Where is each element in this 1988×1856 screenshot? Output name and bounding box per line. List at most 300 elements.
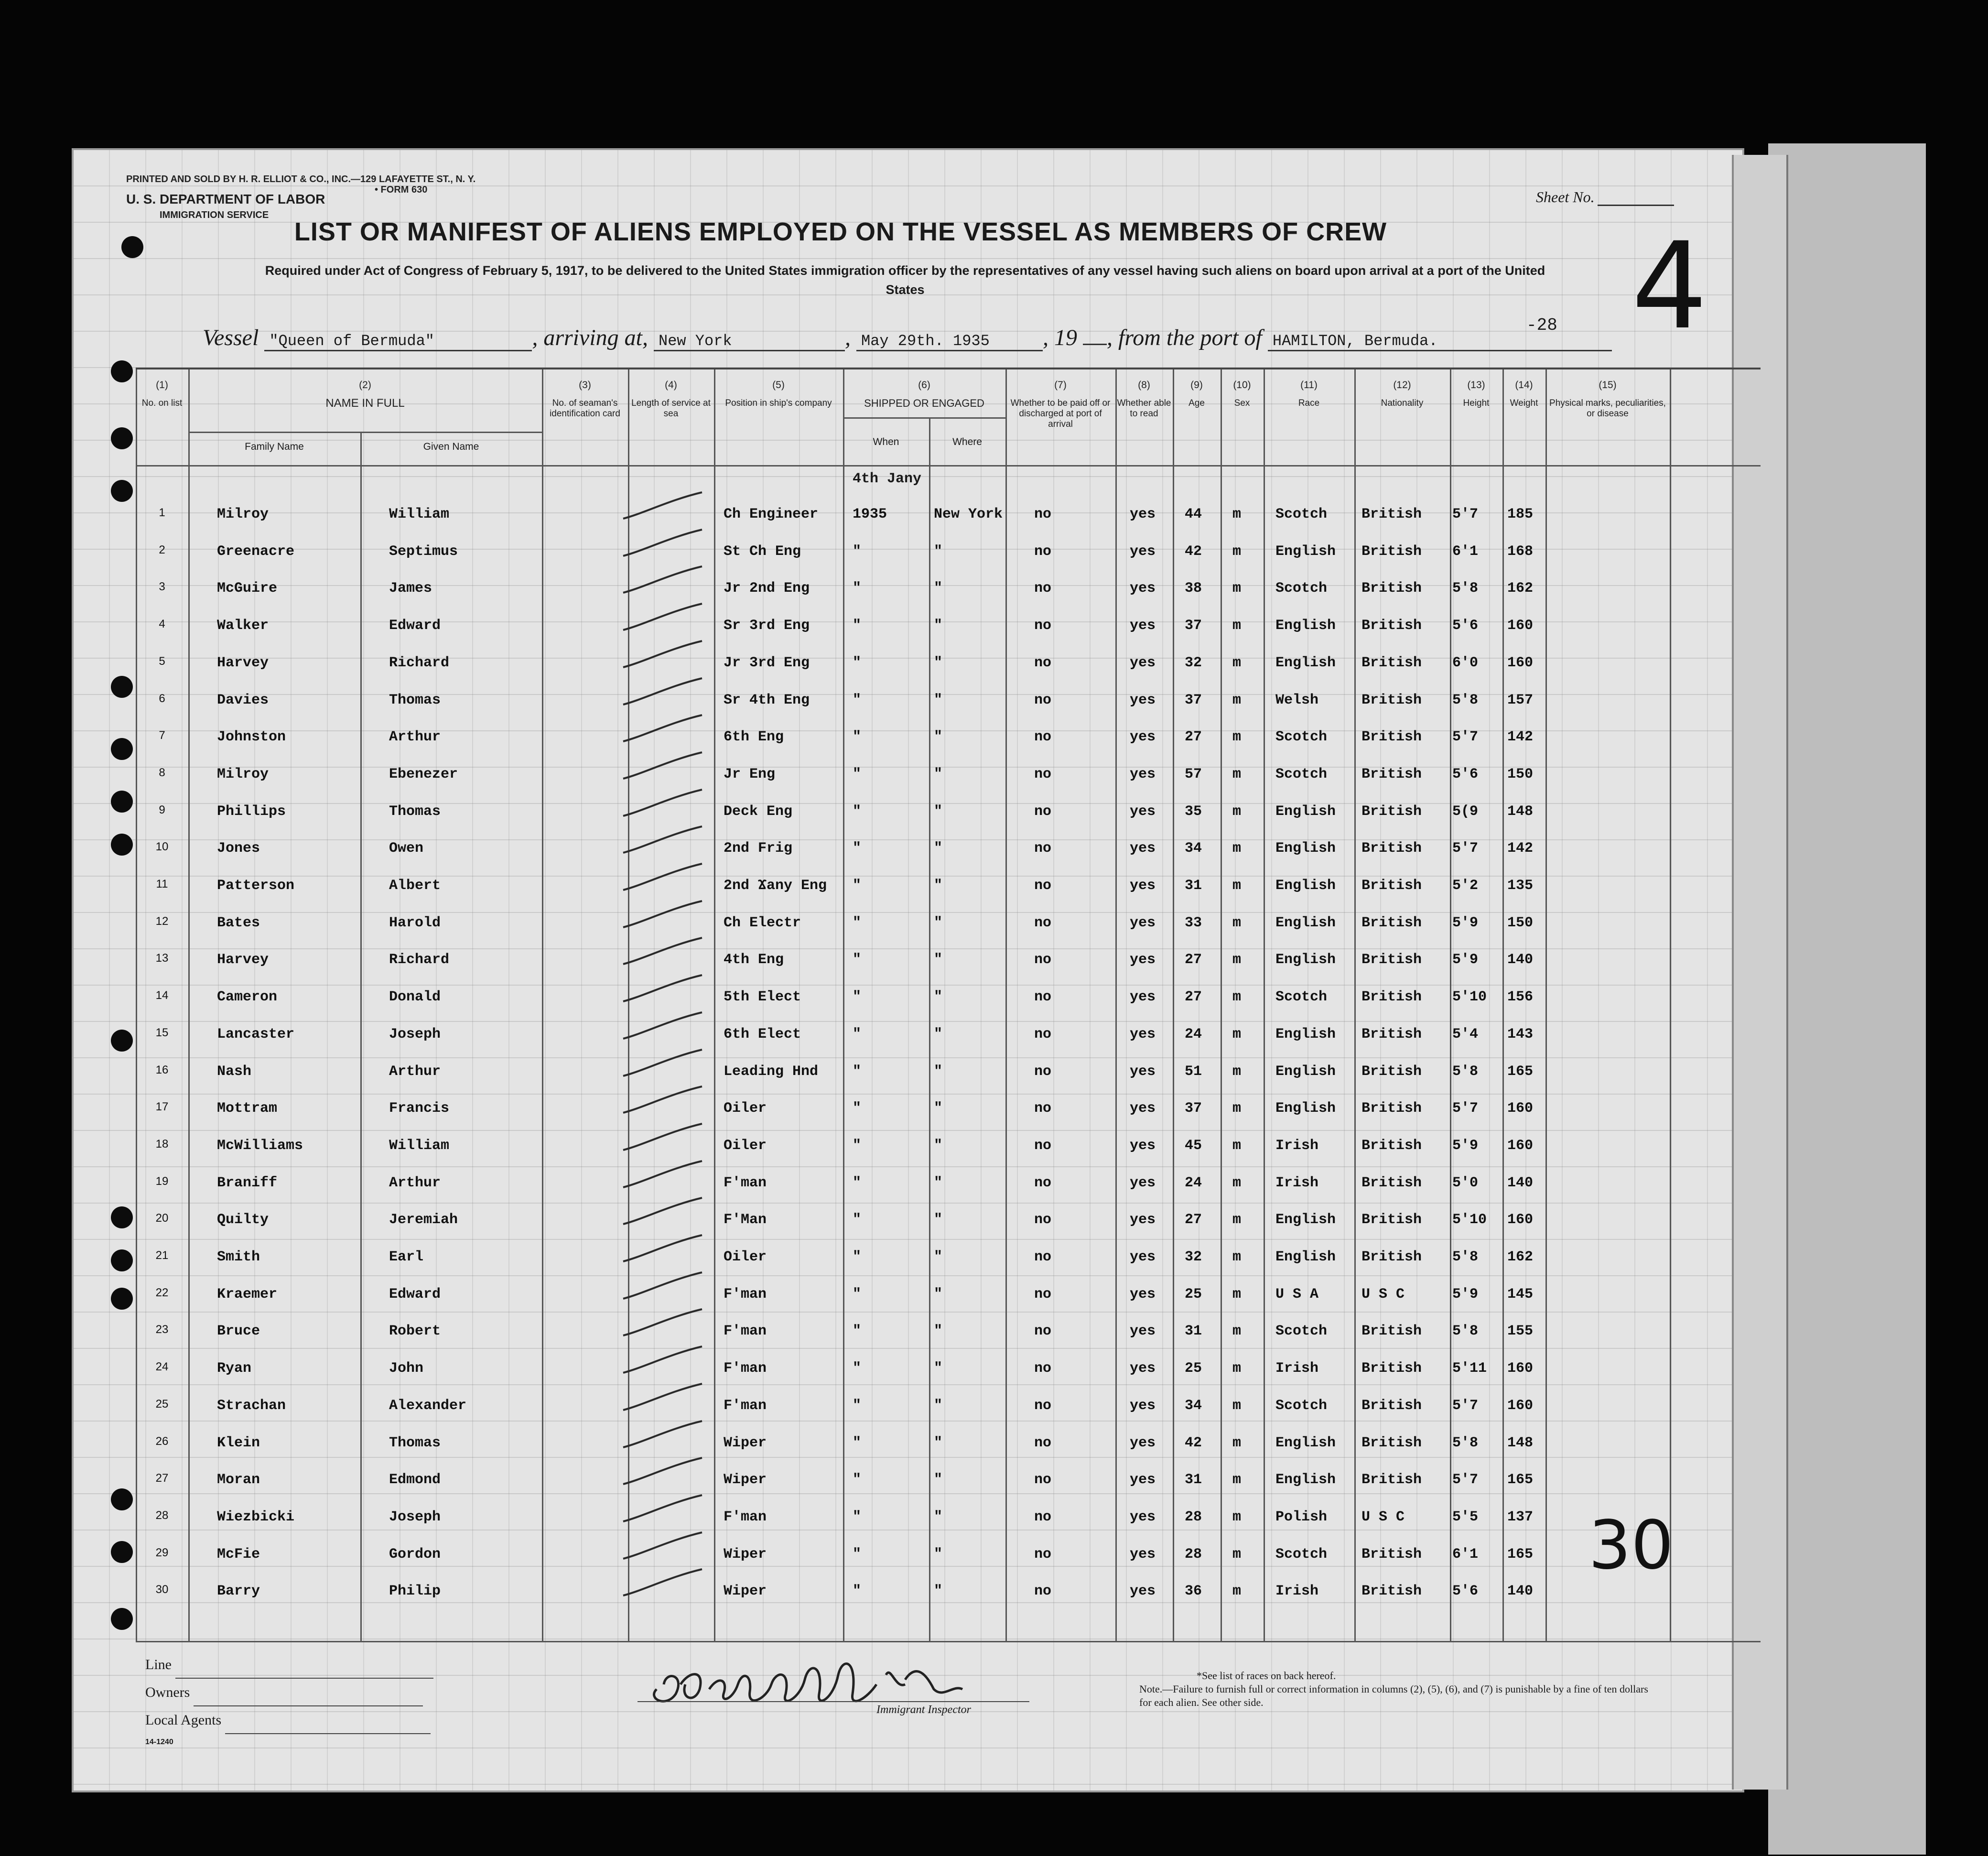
cell-paid: no: [1034, 1323, 1052, 1340]
cell-no: 17: [155, 1100, 169, 1114]
cell-weight: 142: [1507, 729, 1534, 746]
cell-no: 28: [155, 1509, 169, 1522]
column-number: (15): [1599, 380, 1617, 391]
vessel-name: "Queen of Bermuda": [264, 332, 532, 351]
cell-height: 5'4: [1452, 1026, 1479, 1042]
cell-paid: no: [1034, 1026, 1052, 1042]
cell-height: 6'1: [1452, 543, 1479, 560]
cell-given: Owen: [389, 840, 424, 857]
cell-given: Thomas: [389, 692, 441, 708]
cell-given: Arthur: [389, 1063, 441, 1080]
cell-position: Oiler: [724, 1100, 767, 1117]
cell-weight: 160: [1507, 1100, 1534, 1117]
cell-age: 27: [1185, 989, 1202, 1006]
cell-age: 37: [1185, 1100, 1202, 1117]
cell-age: 25: [1185, 1360, 1202, 1377]
cell-given: Edward: [389, 618, 441, 634]
cell-weight: 140: [1507, 1174, 1534, 1191]
table-row: [136, 977, 1761, 1014]
cell-race: English: [1275, 1100, 1336, 1117]
cell-given: Edmond: [389, 1472, 441, 1488]
cell-where: ": [934, 1509, 943, 1525]
column-header-c1: [136, 369, 188, 409]
check-mark-icon: [614, 1270, 704, 1303]
where-header: Where: [952, 436, 982, 447]
cell-age: 35: [1185, 803, 1202, 820]
cell-no: 29: [155, 1546, 169, 1559]
cell-when: ": [853, 1212, 862, 1228]
service-name: IMMIGRATION SERVICE: [160, 210, 269, 220]
check-mark-icon: [614, 1567, 704, 1600]
column-label: Race: [1298, 398, 1320, 408]
column-label: SHIPPED OR ENGAGED: [864, 397, 984, 409]
vessel-label: Vessel: [203, 325, 259, 350]
cell-weight: 165: [1507, 1472, 1534, 1488]
cell-when: ": [853, 1174, 862, 1191]
cell-no: 26: [155, 1434, 169, 1448]
year-label: , 19: [1042, 325, 1077, 350]
table-row: [136, 606, 1761, 642]
cell-race: English: [1275, 952, 1336, 968]
cell-weight: 157: [1507, 692, 1534, 708]
cell-position: F'man: [724, 1174, 767, 1191]
cell-where: ": [934, 692, 943, 708]
penalty-note: Note.—Failure to furnish full or correct information in columns (2), (5), (6), and (7) is punishable by a fine of ten dollars for each alien. See other side.: [1139, 1683, 1648, 1708]
shipped-subheader-line: [843, 417, 1005, 419]
cell-race: English: [1275, 914, 1336, 931]
cell-paid: no: [1034, 1137, 1052, 1154]
cell-height: 5'8: [1452, 1434, 1479, 1451]
cell-where: ": [934, 878, 943, 894]
cell-weight: 185: [1507, 506, 1534, 522]
form-number: • FORM 630: [375, 185, 428, 195]
cell-height: 6'0: [1452, 654, 1479, 671]
cell-no: 30: [155, 1583, 169, 1596]
cell-given: Septimus: [389, 543, 458, 560]
check-mark-icon: [614, 1159, 704, 1192]
cell-race: Scotch: [1275, 1397, 1328, 1414]
cell-where: ": [934, 654, 943, 671]
table-row: [136, 532, 1761, 568]
cell-nat: British: [1361, 1546, 1422, 1563]
cell-given: John: [389, 1360, 424, 1377]
cell-paid: no: [1034, 1100, 1052, 1117]
cell-family: Braniff: [217, 1174, 278, 1191]
cell-age: 44: [1185, 506, 1202, 522]
cell-paid: no: [1034, 803, 1052, 820]
department-name: U. S. DEPARTMENT OF LABOR: [126, 192, 325, 206]
cell-height: 5'8: [1452, 1063, 1479, 1080]
cell-family: Patterson: [217, 878, 295, 894]
cell-no: 10: [155, 840, 169, 854]
cell-where: ": [934, 840, 943, 857]
binder-hole: [111, 738, 133, 760]
cell-read: yes: [1130, 1286, 1156, 1302]
cell-paid: no: [1034, 506, 1052, 522]
cell-family: McGuire: [217, 580, 278, 597]
cell-weight: 142: [1507, 840, 1534, 857]
table-row: [136, 755, 1761, 791]
cell-paid: no: [1034, 654, 1052, 671]
cell-paid: no: [1034, 1212, 1052, 1228]
cell-race: English: [1275, 1249, 1336, 1265]
cell-sex: m: [1232, 1063, 1242, 1080]
cell-nat: British: [1361, 1323, 1422, 1340]
cell-nat: British: [1361, 543, 1422, 560]
document-title: LIST OR MANIFEST OF ALIENS EMPLOYED ON THE VESSEL AS MEMBERS OF CREW: [294, 217, 1387, 246]
cell-position: Jr 3rd Eng: [724, 654, 810, 671]
cell-nat: British: [1361, 1472, 1422, 1488]
cell-no: 2: [159, 543, 165, 556]
cell-where: ": [934, 1212, 943, 1228]
cell-weight: 160: [1507, 654, 1534, 671]
cell-weight: 162: [1507, 1249, 1534, 1265]
cell-position: F'man: [724, 1509, 767, 1525]
column-header-c8: [1115, 369, 1173, 419]
column-number: (8): [1138, 380, 1150, 391]
column-label: Physical marks, peculiarities, or disease: [1549, 398, 1666, 419]
cell-read: yes: [1130, 1434, 1156, 1451]
cell-age: 42: [1185, 1434, 1202, 1451]
table-row: [136, 866, 1761, 902]
binder-hole: [111, 791, 133, 813]
cell-where: ": [934, 1174, 943, 1191]
cell-age: 37: [1185, 692, 1202, 708]
cell-read: yes: [1130, 1397, 1156, 1414]
cell-height: 5'7: [1452, 729, 1479, 746]
cell-when: ": [853, 1360, 862, 1377]
cell-race: Scotch: [1275, 989, 1328, 1006]
cell-sex: m: [1232, 1212, 1242, 1228]
cell-no: 23: [155, 1323, 169, 1336]
owners-field: [194, 1692, 423, 1706]
cell-given: Earl: [389, 1249, 424, 1265]
cell-weight: 140: [1507, 952, 1534, 968]
cell-when: ": [853, 1546, 862, 1563]
cell-position: F'man: [724, 1323, 767, 1340]
check-mark-icon: [614, 1047, 704, 1081]
cell-sex: m: [1232, 1397, 1242, 1414]
cell-given: William: [389, 506, 450, 522]
table-row: [136, 1535, 1761, 1571]
column-number: (6): [918, 380, 930, 391]
cell-nat: British: [1361, 1583, 1422, 1600]
cell-position: Wiper: [724, 1583, 767, 1600]
table-row: [136, 1460, 1761, 1497]
cell-family: Nash: [217, 1063, 252, 1080]
check-mark-icon: [614, 1121, 704, 1155]
handwritten-total: 30: [1588, 1507, 1674, 1585]
cell-read: yes: [1130, 878, 1156, 894]
cell-when: ": [853, 543, 862, 560]
cell-where: ": [934, 729, 943, 746]
cell-sex: m: [1232, 1137, 1242, 1154]
cell-no: 20: [155, 1212, 169, 1225]
inspector-label: Immigrant Inspector: [876, 1704, 971, 1716]
column-label: Nationality: [1381, 398, 1424, 408]
cell-nat: British: [1361, 506, 1422, 522]
column-header-c11: [1264, 369, 1354, 409]
line-label: Line: [145, 1657, 172, 1672]
check-mark-icon: [614, 1493, 704, 1526]
cell-age: 32: [1185, 654, 1202, 671]
check-mark-icon: [614, 676, 704, 709]
cell-paid: no: [1034, 989, 1052, 1006]
cell-position: 6th Elect: [724, 1026, 801, 1042]
cell-position: 6th Eng: [724, 729, 784, 746]
cell-nat: U S C: [1361, 1509, 1405, 1525]
cell-where: ": [934, 952, 943, 968]
cell-family: Smith: [217, 1249, 260, 1265]
table-row: [136, 1089, 1761, 1125]
departure-port: HAMILTON, Bermuda.: [1268, 332, 1612, 351]
cell-sex: m: [1232, 1360, 1242, 1377]
cell-age: 31: [1185, 1323, 1202, 1340]
cell-no: 14: [155, 989, 169, 1002]
cell-sex: m: [1232, 1546, 1242, 1563]
cell-nat: British: [1361, 1434, 1422, 1451]
cell-sex: m: [1232, 506, 1242, 522]
cell-family: Strachan: [217, 1397, 286, 1414]
cell-given: Philip: [389, 1583, 441, 1600]
cell-race: Scotch: [1275, 506, 1328, 522]
column-header-c13: [1450, 369, 1502, 409]
column-number: (4): [665, 380, 677, 391]
check-mark-icon: [614, 824, 704, 857]
cell-no: 13: [155, 952, 169, 965]
cell-sex: m: [1232, 803, 1242, 820]
binder-hole: [111, 1030, 133, 1052]
cell-sex: m: [1232, 1434, 1242, 1451]
cell-no: 9: [159, 803, 165, 816]
cell-given: Harold: [389, 914, 441, 931]
cell-position: Jr Eng: [724, 766, 776, 782]
inspector-line: [637, 1701, 1029, 1702]
table-row: [136, 1275, 1761, 1311]
cell-given: Gordon: [389, 1546, 441, 1563]
cell-family: Milroy: [217, 766, 269, 782]
cell-family: Harvey: [217, 654, 269, 671]
cell-position: Sr 3rd Eng: [724, 618, 810, 634]
cell-family: Cameron: [217, 989, 278, 1006]
when-header: When: [873, 436, 899, 447]
cell-sex: m: [1232, 729, 1242, 746]
cell-when: ": [853, 1509, 862, 1525]
cell-sex: m: [1232, 580, 1242, 597]
cell-position: Jr 2nd Eng: [724, 580, 810, 597]
cell-age: 37: [1185, 618, 1202, 634]
cell-race: English: [1275, 840, 1336, 857]
cell-when: ": [853, 1583, 862, 1600]
cell-sex: m: [1232, 1472, 1242, 1488]
cell-weight: 160: [1507, 1212, 1534, 1228]
cell-when: ": [853, 1323, 862, 1340]
cell-when: ": [853, 1472, 862, 1488]
cell-read: yes: [1130, 729, 1156, 746]
cell-when: ": [853, 878, 862, 894]
check-mark-icon: [614, 861, 704, 895]
document-subtitle: Required under Act of Congress of February 5, 1917, to be delivered to the United States immigration officer by the representatives of any vessel having such aliens on board upon arrival at a port of the United States: [265, 263, 1545, 297]
binder-hole: [111, 834, 133, 856]
cell-read: yes: [1130, 1546, 1156, 1563]
table-row: [136, 1572, 1761, 1608]
check-mark-icon: [614, 527, 704, 561]
cell-given: William: [389, 1137, 450, 1154]
cell-nat: British: [1361, 1100, 1422, 1117]
cell-position: Ch Engineer: [724, 506, 819, 522]
column-label: Height: [1463, 398, 1490, 408]
cell-where: ": [934, 1360, 943, 1377]
cell-family: McWilliams: [217, 1137, 303, 1154]
cell-no: 19: [155, 1174, 169, 1188]
cell-where: ": [934, 1434, 943, 1451]
cell-where: ": [934, 1583, 943, 1600]
cell-paid: no: [1034, 1472, 1052, 1488]
cell-age: 38: [1185, 580, 1202, 597]
cell-race: Polish: [1275, 1509, 1328, 1525]
cell-sex: m: [1232, 1286, 1242, 1302]
cell-nat: British: [1361, 766, 1422, 782]
cell-age: 34: [1185, 840, 1202, 857]
column-number: (10): [1233, 380, 1251, 391]
cell-age: 31: [1185, 878, 1202, 894]
column-header-c9: [1173, 369, 1221, 409]
cell-weight: 165: [1507, 1546, 1534, 1563]
cell-race: Scotch: [1275, 729, 1328, 746]
cell-weight: 140: [1507, 1583, 1534, 1600]
cell-position: Wiper: [724, 1546, 767, 1563]
cell-paid: no: [1034, 729, 1052, 746]
table-row: [136, 1349, 1761, 1385]
column-number: (13): [1467, 380, 1485, 391]
cell-race: English: [1275, 1434, 1336, 1451]
cell-given: Arthur: [389, 729, 441, 746]
cell-sex: m: [1232, 1249, 1242, 1265]
cell-family: Lancaster: [217, 1026, 295, 1042]
cell-where: ": [934, 1397, 943, 1414]
owners-label: Owners: [145, 1684, 190, 1700]
column-number: (3): [579, 380, 591, 391]
cell-sex: m: [1232, 692, 1242, 708]
cell-where: ": [934, 989, 943, 1006]
cell-read: yes: [1130, 1212, 1156, 1228]
check-mark-icon: [614, 1344, 704, 1378]
line-field: [175, 1664, 433, 1679]
cell-when: ": [853, 989, 862, 1006]
cell-paid: no: [1034, 766, 1052, 782]
cell-race: Welsh: [1275, 692, 1319, 708]
cell-age: 27: [1185, 1212, 1202, 1228]
cell-age: 27: [1185, 952, 1202, 968]
cell-where: ": [934, 1286, 943, 1302]
header-divider: [136, 465, 1761, 467]
cell-read: yes: [1130, 1026, 1156, 1042]
column-label: Weight: [1510, 398, 1538, 408]
cell-race: Scotch: [1275, 1323, 1328, 1340]
cell-read: yes: [1130, 989, 1156, 1006]
cell-read: yes: [1130, 1583, 1156, 1600]
cell-where: ": [934, 1546, 943, 1563]
table-row: [136, 569, 1761, 605]
cell-race: Irish: [1275, 1137, 1319, 1154]
cell-family: Quilty: [217, 1212, 269, 1228]
binder-hole: [111, 427, 133, 449]
cell-nat: British: [1361, 618, 1422, 634]
cell-position: Wiper: [724, 1434, 767, 1451]
cell-read: yes: [1130, 1323, 1156, 1340]
footer-fields: [145, 1651, 433, 1734]
cell-paid: no: [1034, 952, 1052, 968]
cell-read: yes: [1130, 618, 1156, 634]
cell-when: ": [853, 580, 862, 597]
cell-sex: m: [1232, 1509, 1242, 1525]
cell-paid: no: [1034, 1360, 1052, 1377]
cell-sex: m: [1232, 840, 1242, 857]
cell-given: Thomas: [389, 1434, 441, 1451]
check-mark-icon: [614, 1195, 704, 1229]
cell-no: 21: [155, 1249, 169, 1262]
family-name-header: Family Name: [245, 441, 304, 452]
cell-paid: no: [1034, 618, 1052, 634]
arriving-label: , arriving at,: [532, 325, 648, 350]
cell-nat: British: [1361, 878, 1422, 894]
cell-no: 3: [159, 580, 165, 594]
column-header-c4: [628, 369, 714, 419]
cell-position: Ch Electr: [724, 914, 801, 931]
shipped-when-top: 4th Jany: [853, 471, 922, 487]
cell-weight: 150: [1507, 766, 1534, 782]
cell-read: yes: [1130, 914, 1156, 931]
cell-family: Phillips: [217, 803, 286, 820]
cell-paid: no: [1034, 1509, 1052, 1525]
cell-when: ": [853, 1286, 862, 1302]
cell-given: Jeremiah: [389, 1212, 458, 1228]
cell-no: 5: [159, 654, 165, 668]
cell-position: 5th Elect: [724, 989, 801, 1006]
arrival-date: May 29th. 1935: [856, 332, 1043, 351]
cell-family: Jones: [217, 840, 260, 857]
cell-height: 5'8: [1452, 580, 1479, 597]
cell-when: ": [853, 654, 862, 671]
footer-note: [1139, 1669, 1660, 1709]
cell-weight: 148: [1507, 1434, 1534, 1451]
cell-where: ": [934, 1249, 943, 1265]
cell-nat: British: [1361, 729, 1422, 746]
cell-height: 5'5: [1452, 1509, 1479, 1525]
cell-weight: 148: [1507, 803, 1534, 820]
cell-when: ": [853, 766, 862, 782]
cell-age: 57: [1185, 766, 1202, 782]
column-header-c10: [1221, 369, 1264, 409]
arriving-port: New York: [654, 332, 845, 351]
cell-where: ": [934, 914, 943, 931]
cell-where: ": [934, 580, 943, 597]
column-label: Length of service at sea: [631, 398, 711, 419]
cell-nat: British: [1361, 654, 1422, 671]
cell-read: yes: [1130, 952, 1156, 968]
column-header-c3: [542, 369, 628, 419]
cell-position: Leading Hnd: [724, 1063, 819, 1080]
cell-height: 5(9: [1452, 803, 1479, 820]
cell-where: ": [934, 1026, 943, 1042]
cell-read: yes: [1130, 654, 1156, 671]
cell-height: 5'7: [1452, 840, 1479, 857]
cell-sex: m: [1232, 1323, 1242, 1340]
cell-nat: British: [1361, 803, 1422, 820]
cell-where: ": [934, 543, 943, 560]
cell-where: ": [934, 1137, 943, 1154]
cell-sex: m: [1232, 878, 1242, 894]
